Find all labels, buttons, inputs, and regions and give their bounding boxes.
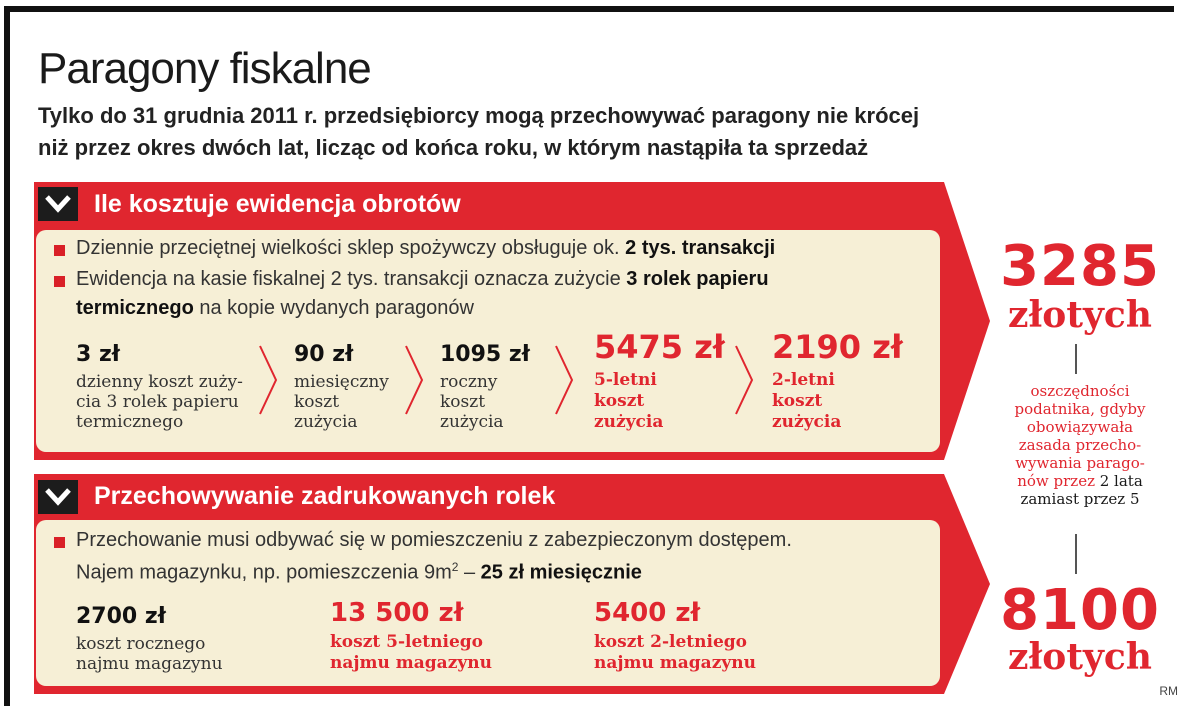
s1-step1-value: 3 zł bbox=[76, 342, 120, 367]
summary-top-unit: złotych bbox=[1008, 294, 1152, 336]
section2-chevron-box bbox=[38, 480, 78, 514]
note-line: oszczędności bbox=[1030, 382, 1130, 400]
s2-step2-value: 13 500 zł bbox=[330, 598, 464, 628]
bullet-bold: 2 tys. transakcji bbox=[625, 237, 776, 259]
s1-step5-value: 2190 zł bbox=[772, 328, 903, 366]
desc-line: 5-letni bbox=[594, 370, 657, 390]
desc-line: koszt rocznego bbox=[76, 634, 206, 654]
section1-heading: Ile kosztuje ewidencja obrotów bbox=[94, 190, 461, 218]
credit: RM bbox=[1159, 684, 1178, 698]
note-line: zamiast przez 5 bbox=[1020, 490, 1140, 508]
desc-line: koszt bbox=[294, 392, 340, 412]
desc-line: najmu magazynu bbox=[76, 654, 223, 674]
s1-step2-value: 90 zł bbox=[294, 342, 354, 367]
desc-line: zużycia bbox=[594, 412, 664, 432]
subtitle-line-2: niż przez okres dwóch lat, licząc od końca roku, w którym nastąpiła ta sprzedaż bbox=[38, 135, 869, 160]
bullet-text: Ewidencja na kasie fiskalnej 2 tys. transakcji oznacza zużycie bbox=[76, 268, 627, 290]
note-line bbox=[995, 472, 1165, 490]
connector-line-top bbox=[1075, 344, 1077, 374]
summary-bottom-value: 8100 bbox=[1000, 578, 1160, 643]
summary-note bbox=[995, 382, 1165, 508]
chevron-right-icon bbox=[260, 346, 276, 414]
summary-bottom-unit: złotych bbox=[1008, 636, 1152, 678]
bullet-text: na kopie wydanych paragonów bbox=[193, 297, 474, 319]
desc-line: koszt bbox=[440, 392, 486, 412]
desc-line: zużycia bbox=[772, 412, 842, 432]
desc-line: termicznego bbox=[76, 412, 184, 432]
note-line: wywania parago- bbox=[1015, 454, 1145, 472]
desc-line: koszt 2-letniego bbox=[594, 632, 747, 652]
chevron-down-icon bbox=[38, 480, 78, 514]
desc-line: miesięczny bbox=[294, 372, 389, 392]
s2-step3-value: 5400 zł bbox=[594, 598, 701, 628]
desc-line: roczny bbox=[440, 372, 498, 392]
bullet-bold: 3 rolek papieru bbox=[626, 268, 769, 290]
desc-line: zużycia bbox=[440, 412, 504, 432]
note-line: podatnika, gdyby bbox=[1014, 400, 1146, 418]
bullet-text: – bbox=[458, 561, 481, 584]
note-line: obowiązywała bbox=[1026, 418, 1134, 436]
bullet-text: Dziennie przeciętnej wielkości sklep spożywczy obsługuje ok. bbox=[76, 237, 626, 259]
page-title: Paragony fiskalne bbox=[38, 44, 371, 93]
s1-step3-value: 1095 zł bbox=[440, 342, 530, 367]
section2-bullet1-line2 bbox=[76, 560, 642, 585]
section2-bullet1-line1: Przechowanie musi odbywać się w pomieszczeniu z zabezpieczonym dostępem. bbox=[76, 529, 792, 551]
s2-step2-desc bbox=[330, 632, 492, 674]
section2-bullet1-marker bbox=[54, 537, 65, 548]
note-text: nów przez bbox=[1017, 472, 1100, 490]
summary-top-value: 3285 bbox=[1000, 234, 1160, 299]
s2-step3-desc bbox=[594, 632, 756, 674]
s2-step1-value: 2700 zł bbox=[76, 604, 166, 629]
desc-line: koszt bbox=[594, 391, 645, 411]
chevron-right-icon bbox=[556, 346, 572, 414]
section2-heading: Przechowywanie zadrukowanych rolek bbox=[94, 482, 556, 510]
desc-line: zużycia bbox=[294, 412, 358, 432]
subtitle-line-1: Tylko do 31 grudnia 2011 r. przedsiębiorcy mogą przechowywać paragony nie krócej bbox=[38, 103, 920, 128]
connector-line-bottom bbox=[1075, 534, 1077, 574]
note-text-black: 2 lata bbox=[1099, 472, 1143, 490]
desc-line: 2-letni bbox=[772, 370, 835, 390]
desc-line: cia 3 rolek papieru bbox=[76, 392, 239, 412]
desc-line: dzienny koszt zuży- bbox=[76, 372, 243, 392]
bullet-bold: 25 zł miesięcznie bbox=[480, 561, 642, 584]
s1-step4-value: 5475 zł bbox=[594, 328, 725, 366]
desc-line: najmu magazynu bbox=[330, 653, 492, 673]
desc-line: najmu magazynu bbox=[594, 653, 756, 673]
bullet-sup: 2 bbox=[451, 560, 459, 574]
desc-line: koszt 5-letniego bbox=[330, 632, 483, 652]
bullet-bold: termicznego bbox=[76, 297, 194, 319]
note-line: zasada przecho- bbox=[1018, 436, 1142, 454]
desc-line: koszt bbox=[772, 391, 823, 411]
bullet-text: Najem magazynku, np. pomieszczenia 9m bbox=[76, 561, 452, 584]
s2-step1-desc bbox=[76, 634, 223, 674]
chevron-right-icon bbox=[736, 346, 752, 414]
chevron-right-icon bbox=[406, 346, 422, 414]
